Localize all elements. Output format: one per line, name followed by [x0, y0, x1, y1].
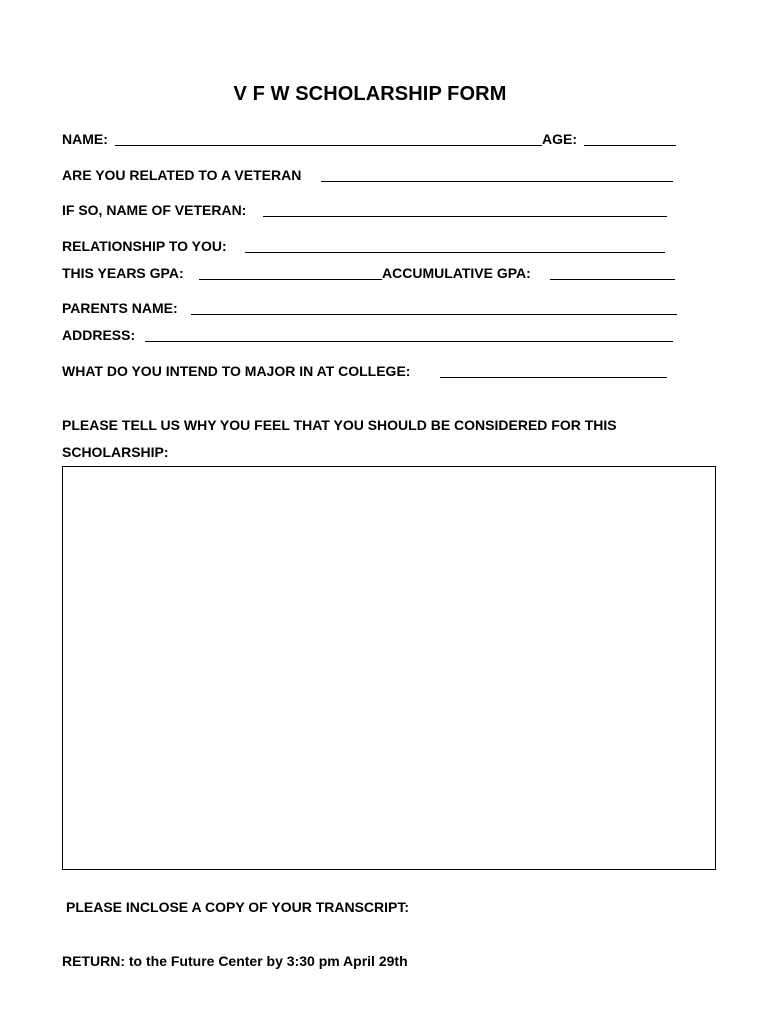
veteran-name-field[interactable]: [263, 216, 667, 217]
age-label: AGE:: [542, 131, 577, 147]
intended-major-field[interactable]: [440, 377, 667, 378]
name-label: NAME:: [62, 131, 108, 147]
essay-prompt-line2: SCHOLARSHIP:: [62, 444, 169, 460]
related-to-veteran-field[interactable]: [321, 181, 673, 182]
parents-name-label: PARENTS NAME:: [62, 300, 178, 316]
page-title: V F W SCHOLARSHIP FORM: [233, 83, 507, 105]
address-label: ADDRESS:: [62, 327, 136, 343]
this-years-gpa-label: THIS YEARS GPA:: [62, 265, 184, 281]
age-field[interactable]: [584, 145, 676, 146]
transcript-note: PLEASE INCLOSE A COPY OF YOUR TRANSCRIPT:: [66, 899, 410, 915]
return-note: RETURN: to the Future Center by 3:30 pm April 29th: [62, 953, 408, 969]
name-field[interactable]: [115, 145, 542, 146]
accumulative-gpa-field[interactable]: [550, 279, 675, 280]
intended-major-label: WHAT DO YOU INTEND TO MAJOR IN AT COLLEGE:: [62, 363, 411, 379]
essay-prompt-line1: PLEASE TELL US WHY YOU FEEL THAT YOU SHOULD BE CONSIDERED FOR THIS: [62, 417, 617, 433]
veteran-name-label: IF SO, NAME OF VETERAN:: [62, 202, 247, 218]
essay-textarea[interactable]: [62, 466, 716, 870]
address-field[interactable]: [145, 341, 673, 342]
parents-name-field[interactable]: [191, 314, 677, 315]
accumulative-gpa-label: ACCUMULATIVE GPA:: [382, 265, 531, 281]
relationship-field[interactable]: [245, 252, 665, 253]
this-years-gpa-field[interactable]: [199, 279, 382, 280]
relationship-label: RELATIONSHIP TO YOU:: [62, 238, 227, 254]
related-to-veteran-label: ARE YOU RELATED TO A VETERAN: [62, 167, 302, 183]
